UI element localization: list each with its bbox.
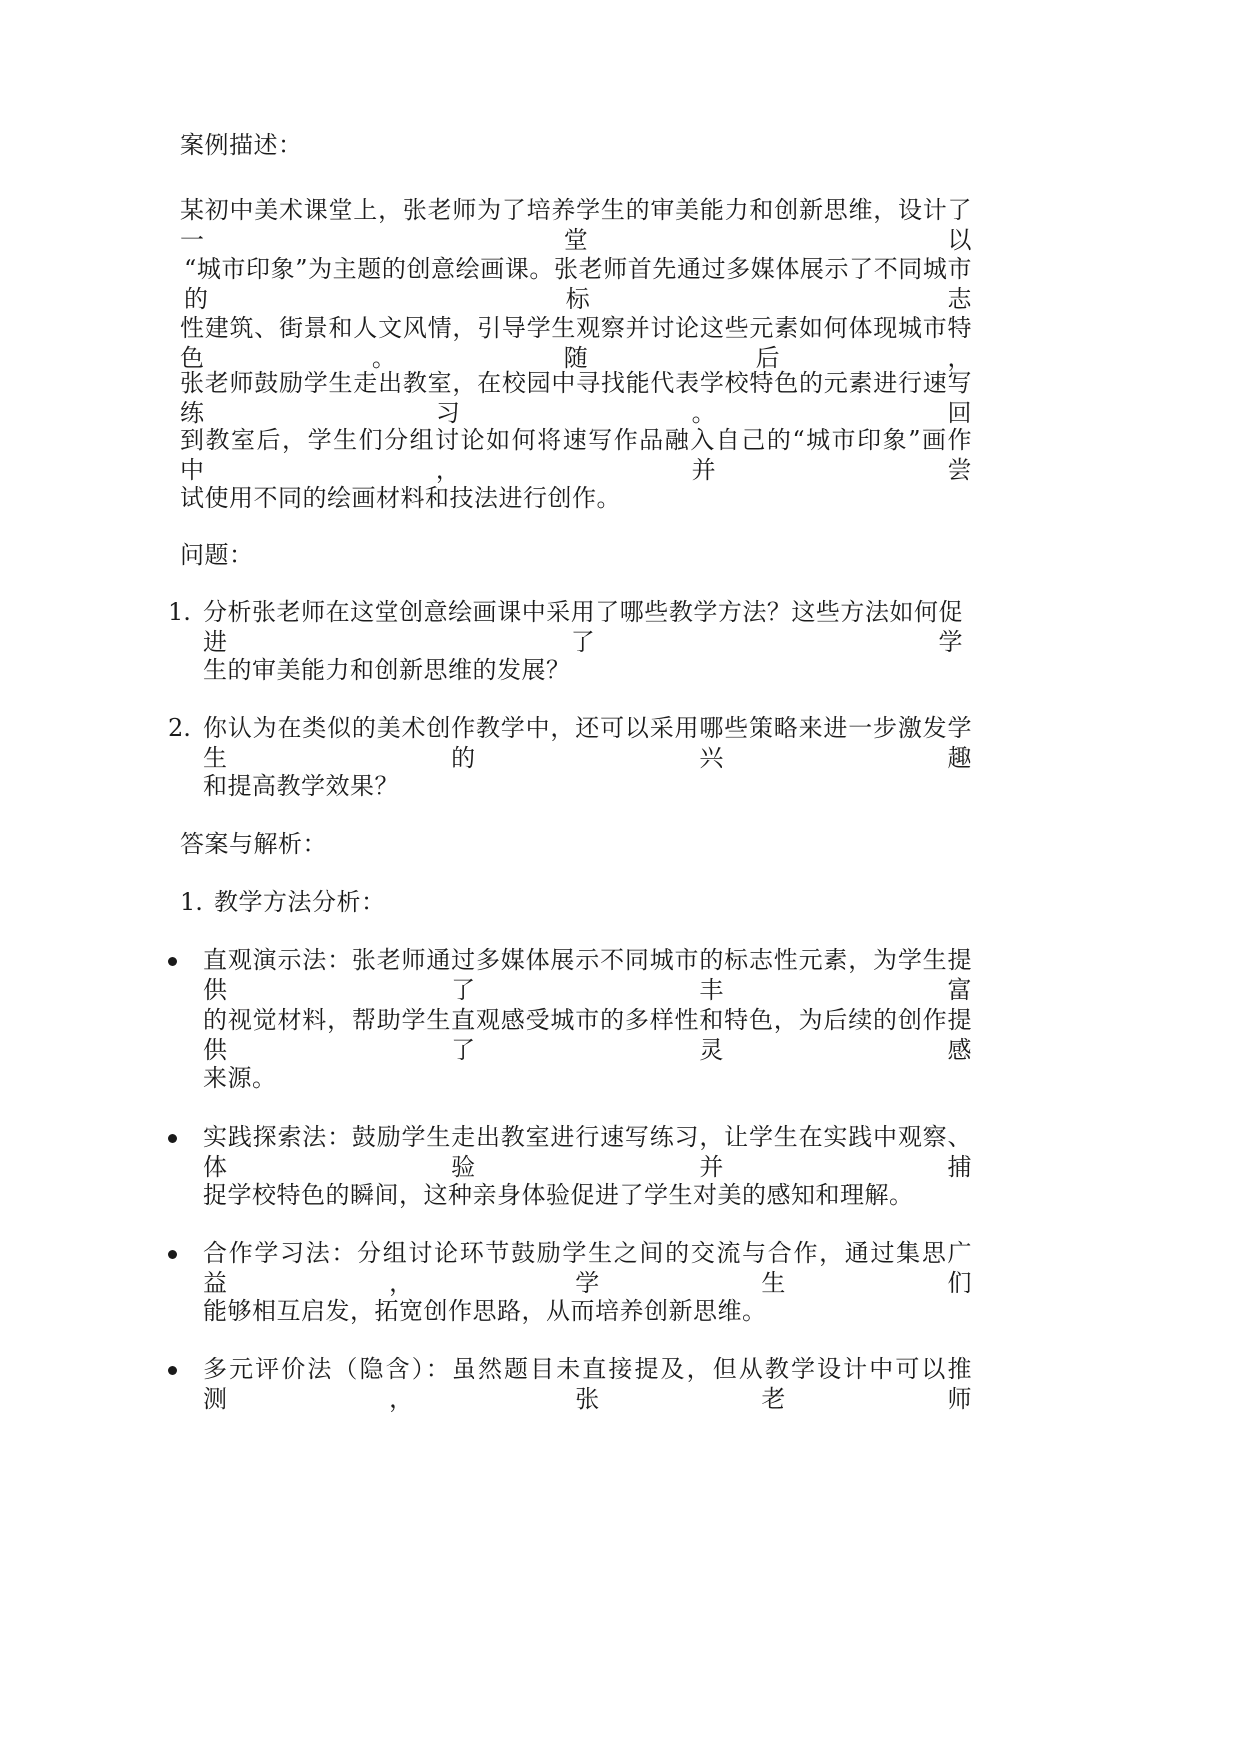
case-line: 某初中美术课堂上，张老师为了培养学生的审美能力和创新思维，设计了一堂以: [180, 196, 972, 254]
question-line: 你认为在类似的美术创作教学中，还可以采用哪些策略来进一步激发学生的兴趣: [203, 714, 972, 772]
bullet-line: 的视觉材料，帮助学生直观感受城市的多样性和特色，为后续的创作提供了灵感: [203, 1006, 972, 1064]
bullet-line: 直观演示法：张老师通过多媒体展示不同城市的标志性元素，为学生提供了丰富: [203, 946, 972, 1004]
bullet-icon: [168, 1366, 177, 1375]
question-line: 和提高教学效果？: [203, 772, 399, 800]
bullet-line: 来源。: [203, 1064, 277, 1092]
bullet-icon: [168, 1134, 177, 1143]
case-line: “城市印象”为主题的创意绘画课。张老师首先通过多媒体展示了不同城市的标志: [184, 255, 972, 313]
question-line: 生的审美能力和创新思维的发展？: [203, 656, 571, 684]
bullet-line: 捉学校特色的瞬间，这种亲身体验促进了学生对美的感知和理解。: [203, 1181, 914, 1209]
questions-heading: 问题：: [180, 541, 254, 569]
case-line: 张老师鼓励学生走出教室，在校园中寻找能代表学校特色的元素进行速写练习。回: [180, 369, 972, 427]
question-number: 1.: [168, 598, 191, 626]
answers-heading: 答案与解析：: [180, 830, 327, 858]
bullet-icon: [168, 957, 177, 966]
bullet-line: 合作学习法：分组讨论环节鼓励学生之间的交流与合作，通过集思广益，学生们: [203, 1239, 972, 1297]
case-heading: 案例描述：: [180, 131, 303, 159]
answer-section-number: 1.: [180, 888, 203, 916]
question-line: 分析张老师在这堂创意绘画课中采用了哪些教学方法？这些方法如何促进了学: [203, 598, 963, 656]
case-line: 性建筑、街景和人文风情，引导学生观察并讨论这些元素如何体现城市特色。随后，: [180, 314, 972, 372]
bullet-line: 能够相互启发，拓宽创作思路，从而培养创新思维。: [203, 1297, 767, 1325]
question-number: 2.: [168, 714, 191, 742]
case-line: 试使用不同的绘画材料和技法进行创作。: [180, 484, 621, 512]
bullet-line: 多元评价法（隐含）：虽然题目未直接提及，但从教学设计中可以推测，张老师: [203, 1355, 972, 1413]
bullet-icon: [168, 1250, 177, 1259]
bullet-line: 实践探索法：鼓励学生走出教室进行速写练习，让学生在实践中观察、体验并捕: [203, 1123, 972, 1181]
case-line: 到教室后，学生们分组讨论如何将速写作品融入自己的“城市印象”画作中，并尝: [180, 426, 972, 484]
answer-section-title: 教学方法分析：: [214, 888, 386, 916]
